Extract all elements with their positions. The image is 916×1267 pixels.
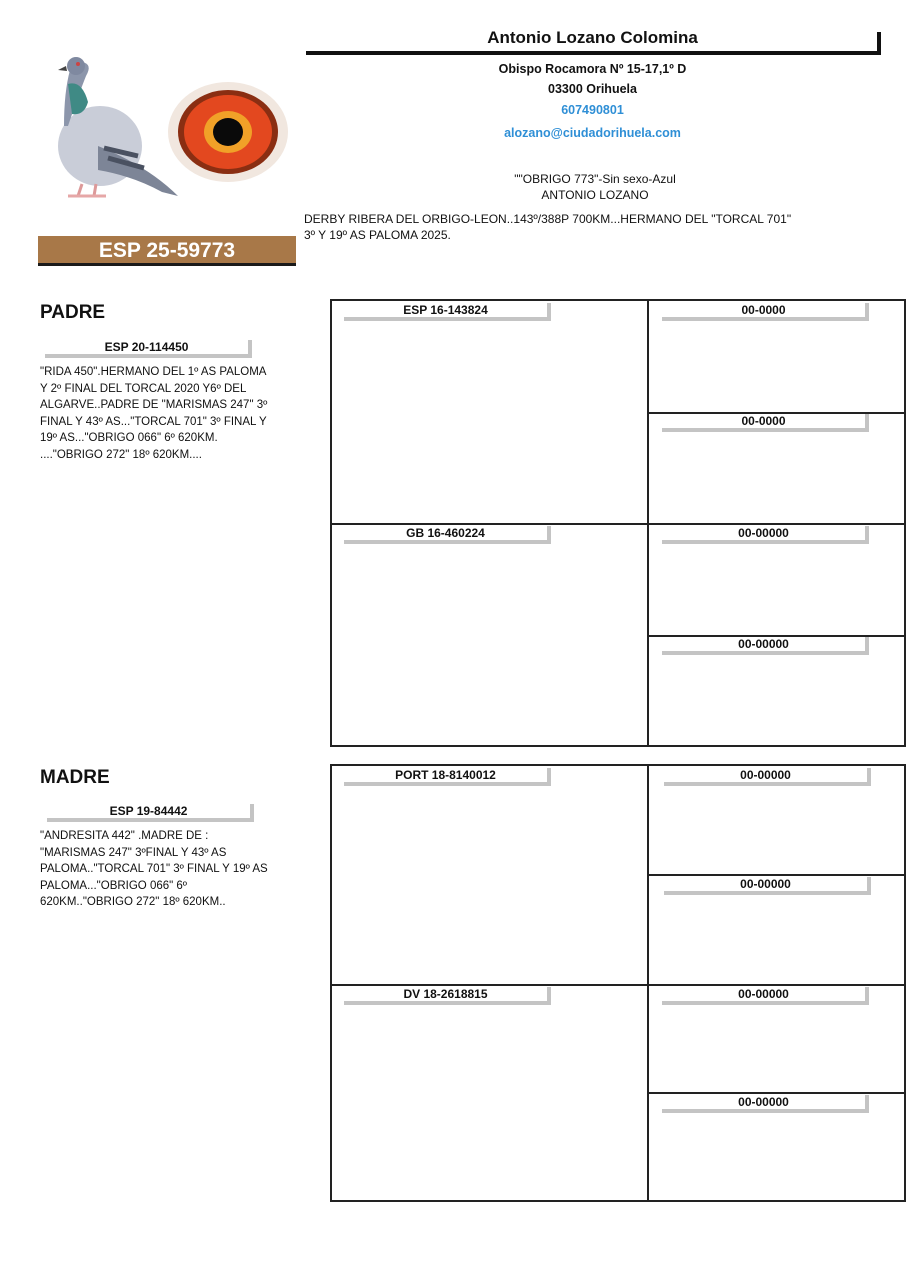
padre-note-line: ALGARVE..PADRE DE "MARISMAS 247" 3º: [40, 399, 268, 411]
grid-divider: [647, 874, 906, 876]
madre-great-grandparent-tag: 00-00000: [664, 877, 871, 895]
padre-great-grandparent-tag: 00-0000: [662, 414, 869, 432]
subject-description-line: 3º Y 19º AS PALOMA 2025.: [304, 228, 451, 242]
madre-great-grandparent-tag: 00-00000: [662, 987, 869, 1005]
madre-note-line: PALOMA.."TORCAL 701" 3º FINAL Y 19º AS: [40, 863, 268, 875]
subject-breeder: ANTONIO LOZANO: [541, 188, 649, 202]
padre-great-grandparent-tag: 00-0000: [662, 303, 869, 321]
padre-note-line: ...."OBRIGO 272" 18º 620KM....: [40, 448, 202, 461]
owner-address: Obispo Rocamora Nº 15-17,1º D: [498, 62, 687, 76]
madre-notes: [40, 828, 295, 911]
madre-great-grandparent-tag: 00-00000: [664, 768, 871, 786]
madre-ring-tag: ESP 19-84442: [47, 804, 254, 822]
madre-grandsire-tag: PORT 18-8140012: [344, 768, 551, 786]
owner-name: Antonio Lozano Colomina: [487, 28, 698, 47]
padre-granddam-tag: GB 16-460224: [344, 526, 551, 544]
padre-great-grandparent-tag: 00-00000: [662, 526, 869, 544]
padre-note-line: "RIDA 450".HERMANO DEL 1º AS PALOMA: [40, 366, 267, 378]
grid-divider: [332, 523, 906, 525]
header-rule-tick: [877, 32, 881, 55]
padre-ring-tag: ESP 20-114450: [45, 340, 252, 358]
padre-note-line: Y 2º FINAL DEL TORCAL 2020 Y6º DEL: [40, 382, 247, 395]
pigeon-and-eye-image: [38, 36, 296, 226]
madre-great-grandparent-tag: 00-00000: [662, 1095, 869, 1113]
padre-pedigree-grid: [330, 299, 906, 747]
padre-grandsire-tag: ESP 16-143824: [344, 303, 551, 321]
madre-note-line: PALOMA..."OBRIGO 066" 6º: [40, 879, 188, 892]
subject-description-line: DERBY RIBERA DEL ORBIGO-LEON..143º/388P 700KM...HERMANO DEL "TORCAL 701": [304, 212, 792, 226]
subject-info: [305, 171, 885, 203]
madre-note-line: 620KM.."OBRIGO 272" 18º 620KM..: [40, 896, 226, 908]
subject-ring-banner: ESP 25-59773: [38, 236, 296, 266]
subject-name: ""OBRIGO 773"-Sin sexo-Azul: [514, 172, 676, 186]
padre-notes: [40, 364, 295, 463]
owner-city: 03300 Orihuela: [548, 82, 637, 96]
pigeon-image: [58, 57, 178, 196]
madre-pedigree-grid: [330, 764, 906, 1202]
padre-note-line: FINAL Y 43º AS..."TORCAL 701" 3º FINAL Y: [40, 415, 267, 428]
grid-divider: [332, 984, 906, 986]
subject-photos: [38, 36, 296, 226]
padre-great-grandparent-tag: 00-00000: [662, 637, 869, 655]
madre-note-line: "ANDRESITA 442" .MADRE DE :: [40, 830, 209, 842]
grid-divider: [647, 1092, 906, 1094]
madre-granddam-tag: DV 18-2618815: [344, 987, 551, 1005]
madre-note-line: "MARISMAS 247" 3ºFINAL Y 43º AS: [40, 846, 227, 859]
eye-image: [168, 82, 288, 182]
subject-description: [304, 211, 844, 243]
padre-title: PADRE: [40, 302, 106, 323]
header-rule: [306, 51, 880, 55]
madre-title: MADRE: [40, 767, 110, 788]
owner-email-link[interactable]: alozano@ciudadorihuela.com: [504, 126, 681, 140]
owner-phone-link[interactable]: 607490801: [561, 103, 624, 117]
padre-note-line: 19º AS..."OBRIGO 066" 6º 620KM.: [40, 432, 218, 444]
